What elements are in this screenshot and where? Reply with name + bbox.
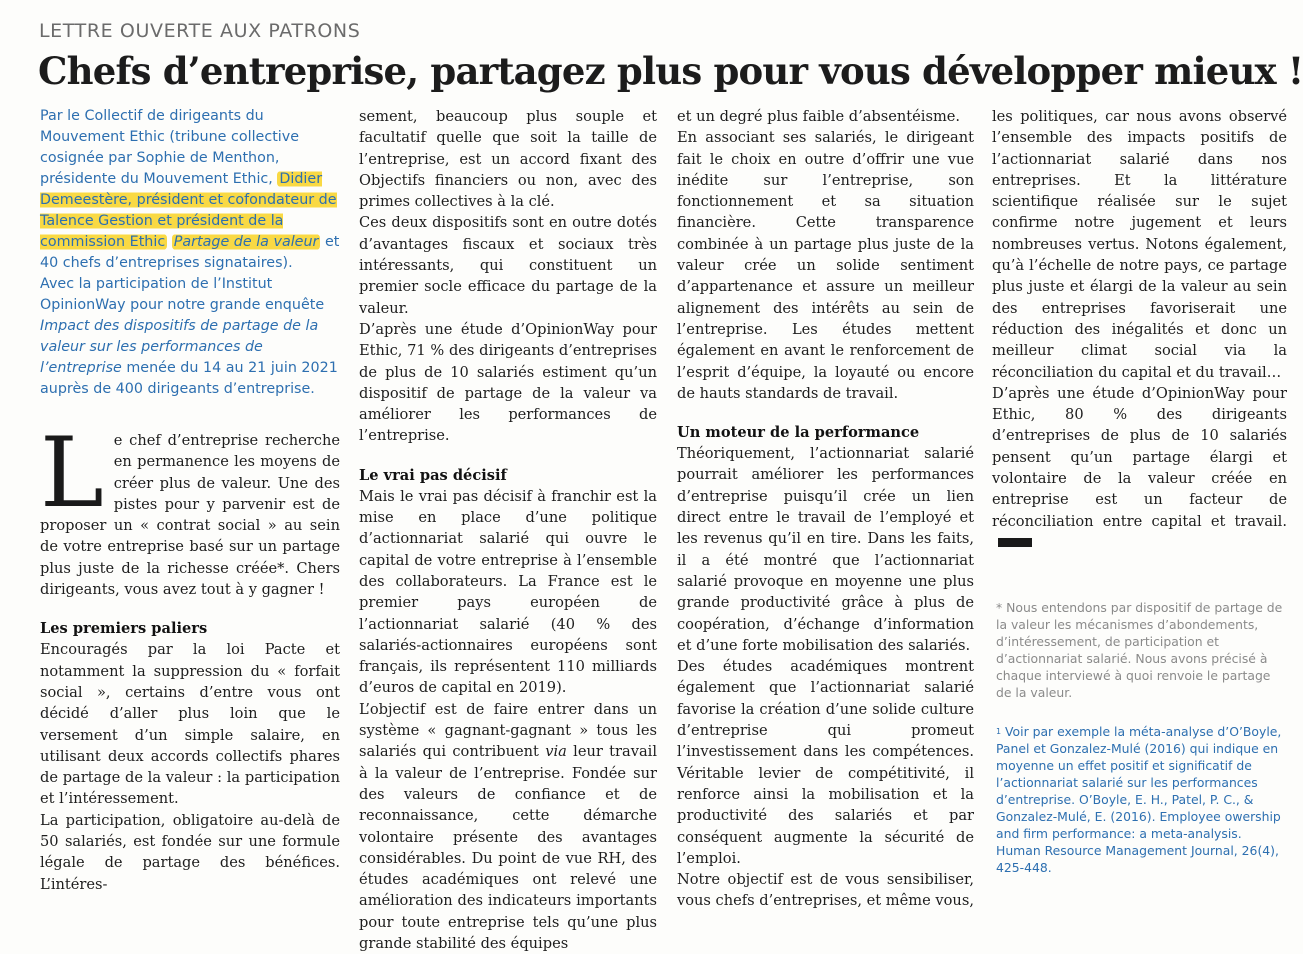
- byline: [40, 106, 340, 400]
- column-2: [359, 106, 657, 954]
- subheading-moteur-performance: Un moteur de la performance: [677, 424, 920, 442]
- footnote-asterisk: * Nous entendons par dispositif de partage de la valeur les mécanismes d’abondements, d’intéressement, de participation et d’actionnariat salarié. Nous avons précisé à chaque interviewé à quoi renvoie le partage de la valeur.: [996, 600, 1283, 701]
- paragraph: La participation, obligatoire au-delà de 50 salariés, est fondée sur une formule légale de partage des bénéfices. L’intéres-: [40, 811, 340, 893]
- paragraph: Théoriquement, l’actionnariat salarié pourrait améliorer les performances d’entreprise puisqu’il crée un lien direct entre le travail de l’employé et les revenus qu’il en tire. Dans les faits, il a été montré que l’actionnariat salarié provoque en moyenne une plus grande productivité grâce à plus de coopération, d’échange d’information et d’une forte mobilisation des salariés.: [677, 445, 974, 654]
- paragraph: Des études académiques montrent également que l’actionnariat salarié favorise la création d’une solide culture d’entreprise qui promeut l’investissement dans les compétences. Véritable levier de compétitivité, il renforce ainsi la mobilisation et la productivité des salariés et par conséquent augmente la sécurité de l’emploi.: [677, 658, 974, 867]
- article-intro: [40, 417, 340, 600]
- paragraph: Ces deux dispositifs sont en outre dotés d’avantages fiscaux et sociaux très intéressants, qui constituent un premier socle efficace du partage de la valeur.: [359, 214, 657, 317]
- end-of-article-mark: [998, 538, 1032, 547]
- column-3: [677, 106, 974, 912]
- paragraph: et un degré plus faible d’absentéisme.: [677, 108, 961, 125]
- section-kicker: LETTRE OUVERTE AUX PATRONS: [39, 20, 361, 42]
- byline-authors: Par le Collectif de dirigeants du Mouvement Ethic (tribune collective cosignée par Sophie de Menthon, présidente du Mouvement Ethic, Didier Demeestère, président et cofondateur de Talence Gestion et président de la commission Ethic Partage de la valeur et 40 chefs d’entreprises signataires).: [40, 108, 340, 271]
- paragraph: les politiques, car nous avons observé l’ensemble des impacts positifs de l’actionnariat salarié dans nos entreprises. Et la littérature scientifique réalisée sur le sujet confirme notre jugement et leurs nombreuses vertus. Notons également, qu’à l’échelle de notre pays, ce partage plus juste et élargi de la valeur au sein des entreprises favoriserait une réduction des inégalités et donc un meilleur climat social via la réconciliation du capital et du travail…: [992, 108, 1287, 381]
- paragraph: L’objectif est de faire entrer dans un système « gagnant-gagnant » tous les salariés qui contribuent via leur travail à la valeur de l’entreprise. Fondée sur des valeurs de confiance et de reconnaissance, cette démarche volontaire présente des avantages considérables. Du point de vue RH, des études académiques ont relevé une amélioration des indicateurs importants pour toute entreprise tels qu’une plus grande stabilité des équipes: [359, 700, 657, 952]
- byline-survey: Avec la participation de l’Institut OpinionWay pour notre grande enquête Impact des dispositifs de partage de la valeur sur les performances de l’entreprise menée du 14 au 21 juin 2021 auprès de 400 dirigeants d’entreprise.: [40, 276, 338, 397]
- paragraph: D’après une étude d’OpinionWay pour Ethic, 71 % des dirigeants d’entreprises de plus de 10 salariés estiment qu’un dispositif de partage de la valeur va améliorer les performances de l’entreprise.: [359, 320, 657, 445]
- column-1: [40, 106, 340, 895]
- section-3-part-a: [677, 443, 974, 912]
- subheading-vrai-pas-decisif: Le vrai pas décisif: [359, 466, 507, 484]
- paragraph: Notre objectif est de vous sensibiliser, vous chefs d’entreprises, et même vous,: [677, 871, 974, 910]
- footnote-number: 1: [996, 727, 1002, 737]
- column-4: [992, 106, 1287, 876]
- subheading-premiers-paliers: Les premiers paliers: [40, 620, 208, 638]
- intro-paragraph: e chef d’entreprise recherche en permanence les moyens de créer plus de valeur. Une des pistes pour y parvenir est de proposer un « contrat social » au sein de votre entreprise basé sur un partage plus juste de la richesse créée*. Chers dirigeants, vous avez tout à y gagner !: [40, 432, 340, 599]
- drop-cap: L: [40, 417, 104, 529]
- section-1-part-b: [359, 106, 657, 447]
- section-2-part-b: [677, 106, 974, 404]
- highlighted-commission: Partage de la valeur: [173, 234, 319, 250]
- paragraph: sement, beaucoup plus souple et facultatif quelle que soit la taille de l’entreprise, est un accord fixant des Objectifs financiers ou non, avec des primes collectives à la clé.: [359, 108, 657, 211]
- article-title: Chefs d’entreprise, partagez plus pour vous développer mieux !: [38, 49, 1303, 93]
- section-2-part-a: [359, 486, 657, 954]
- paragraph: Encouragés par la loi Pacte et notamment la suppression du « forfait social », certains d’entre vous ont décidé d’aller plus loin que le versement d’un simple salaire, en utilisant deux accords collectifs phares de partage de la valeur : la participation et l’intéressement.: [40, 641, 340, 808]
- paragraph: En associant ses salariés, le dirigeant fait le choix en outre d’offrir une vue inédite sur l’entreprise, son fonctionnement et sa situation financière. Cette transparence combinée à un partage plus juste de la valeur crée un solide sentiment d’appartenance et assure un meilleur alignement des intérêts au sein de l’entreprise. Les études mettent également en avant le renforcement de l’esprit d’équipe, la loyauté ou encore de hauts standards de travail.: [677, 129, 974, 402]
- highlighted-author: Didier Demeestère, président et cofondateur de Talence Gestion et président de la commission Ethic: [40, 171, 337, 250]
- paragraph: D’après une étude d’OpinionWay pour Ethic, 80 % des dirigeants d’entreprises de plus de 10 salariés pensent qu’un partage élargi et volontaire de la valeur créée en entreprise est un facteur de réconciliation entre capital et travail.: [992, 383, 1287, 553]
- section-3-part-b: [992, 106, 1287, 553]
- section-1-part-a: [40, 639, 340, 895]
- footnote-1: $^1$ Voir par exemple la méta-analyse d’O’Boyle, Panel et Gonzalez-Mulé (2016) qui indique en moyenne un effet positif et significatif de l’actionnariat salarié sur les performances d’entreprise. O’Boyle, E. H., Patel, P. C., & Gonzalez-Mulé, E. (2016). Employee owership and firm performance: a meta-analysis. Human Resource Management Journal, 26(4), 425-448.: [996, 724, 1282, 876]
- paragraph: Mais le vrai pas décisif à franchir est la mise en place d’une politique d’actionnariat salarié qui ouvre le capital de votre entreprise à l’ensemble des collaborateurs. La France est le premier pays européen de l’actionnariat salarié (40 % des salariés-actionnaires européens sont français, ils représentent 110 milliards d’euros de capital en 2019).: [359, 487, 657, 697]
